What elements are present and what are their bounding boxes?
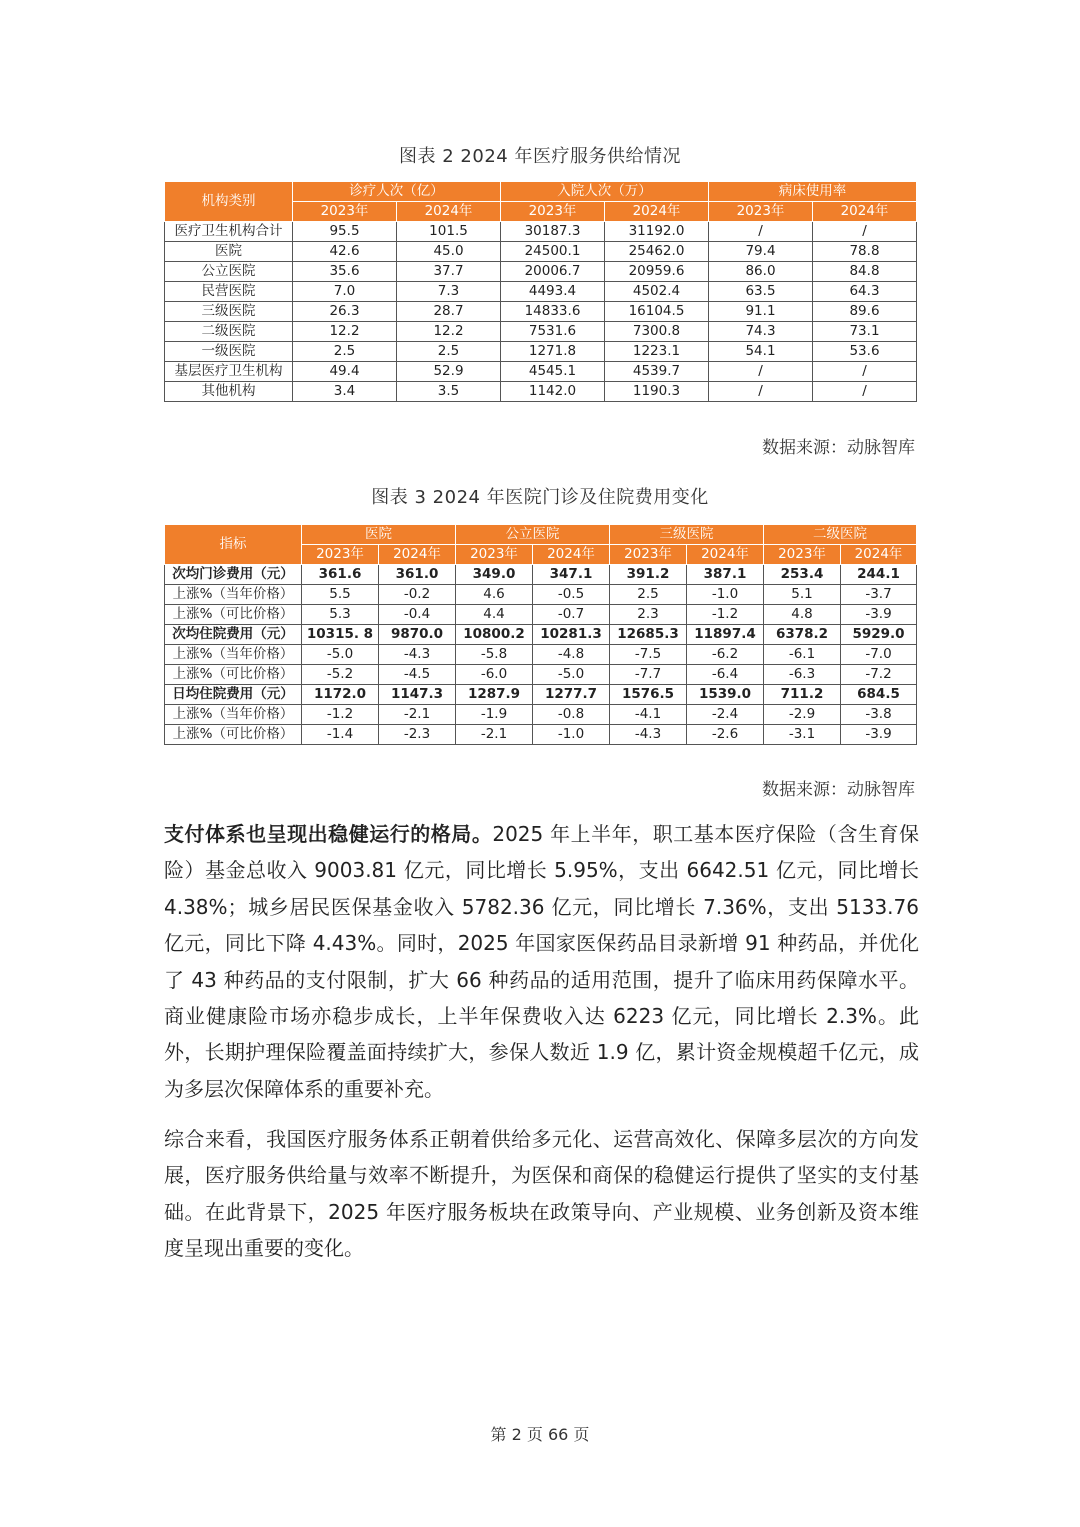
table-cell: 1142.0: [501, 382, 605, 402]
table-cell: -5.2: [302, 665, 379, 685]
table3-source: 数据来源：动脉智库: [762, 780, 915, 800]
table-cell: 73.1: [813, 322, 917, 342]
table-cell: -5.8: [456, 645, 533, 665]
table-cell: /: [709, 362, 813, 382]
table-cell: 10281.3: [533, 625, 610, 645]
header-year: 2024年: [397, 202, 501, 222]
table-row: [165, 645, 917, 665]
cost-table-body: [165, 565, 917, 745]
table-row: [165, 362, 917, 382]
header-year: 2024年: [533, 545, 610, 565]
table-cell: 24500.1: [501, 242, 605, 262]
table2-caption: 图表 2 2024 年医疗服务供给情况: [399, 146, 681, 167]
row-label: 上涨%（可比价格）: [165, 725, 302, 745]
header-indicator: 指标: [165, 525, 302, 565]
table-row: [165, 725, 917, 745]
table-cell: -3.9: [841, 605, 917, 625]
table-cell: 89.6: [813, 302, 917, 322]
row-label: 公立医院: [165, 262, 293, 282]
table-cell: -1.2: [302, 705, 379, 725]
table-cell: 74.3: [709, 322, 813, 342]
paragraph-payment-system: [164, 816, 919, 1107]
table-cell: 1223.1: [605, 342, 709, 362]
table-cell: -6.0: [456, 665, 533, 685]
table-cell: -2.9: [764, 705, 841, 725]
header-group: 二级医院: [764, 525, 917, 545]
table-cell: 4502.4: [605, 282, 709, 302]
table-cell: /: [813, 382, 917, 402]
header-year: 2023年: [610, 545, 687, 565]
table-cell: -2.3: [379, 725, 456, 745]
table-cell: 31192.0: [605, 222, 709, 242]
table-cell: 2.3: [610, 605, 687, 625]
table-cell: 91.1: [709, 302, 813, 322]
header-year: 2024年: [813, 202, 917, 222]
table-cell: -2.1: [379, 705, 456, 725]
table-cell: 3.4: [293, 382, 397, 402]
table-cell: /: [709, 382, 813, 402]
table-cell: 4493.4: [501, 282, 605, 302]
table-cell: -0.8: [533, 705, 610, 725]
table-cell: 4545.1: [501, 362, 605, 382]
table-cell: 16104.5: [605, 302, 709, 322]
paragraph-lead: 支付体系也呈现出稳健运行的格局。: [164, 822, 493, 846]
row-label: 医院: [165, 242, 293, 262]
table-cell: 12.2: [293, 322, 397, 342]
table-cell: 1576.5: [610, 685, 687, 705]
table-cell: 711.2: [764, 685, 841, 705]
table-cell: -6.3: [764, 665, 841, 685]
table-cell: -0.7: [533, 605, 610, 625]
table-cell: -3.8: [841, 705, 917, 725]
table-cell: 14833.6: [501, 302, 605, 322]
table-row: [165, 242, 917, 262]
table-cell: -7.0: [841, 645, 917, 665]
table-cell: 84.8: [813, 262, 917, 282]
header-year: 2024年: [605, 202, 709, 222]
table3-caption: 图表 3 2024 年医院门诊及住院费用变化: [371, 487, 709, 508]
header-year: 2023年: [709, 202, 813, 222]
paragraph-text: 2025 年上半年，职工基本医疗保险（含生育保险）基金总收入 9003.81 亿元，同比增长 5.95%，支出 6642.51 亿元，同比增长 4.38%；城乡居民医保基金收入 5782.36 亿元，同比增长 7.36%，支出 5133.76 亿元，同比下降 4.43%。同时，2025 年国家医保药品目录新增 91 种药品，并优化了 43 种药品的支付限制，扩大 66 种药品的适用范围，提升了临床用药保障水平。商业健康险市场亦稳步成长，上半年保费收入达 6223 亿元，同比增长 2.3%。此外，长期护理保险覆盖面持续扩大，参保人数近 1.9 亿，累计资金规模超千亿元，成为多层次保障体系的重要补充。: [164, 822, 920, 1101]
header-group: 公立医院: [456, 525, 610, 545]
table-cell: 63.5: [709, 282, 813, 302]
table-cell: -1.2: [687, 605, 764, 625]
table-cell: -7.2: [841, 665, 917, 685]
table-cell: 1172.0: [302, 685, 379, 705]
table-cell: 2.5: [293, 342, 397, 362]
header-group: 诊疗人次（亿）: [293, 182, 501, 202]
table-cell: 10315. 8: [302, 625, 379, 645]
table-cell: /: [813, 222, 917, 242]
table-cell: 53.6: [813, 342, 917, 362]
table-cell: 12.2: [397, 322, 501, 342]
table-cell: 95.5: [293, 222, 397, 242]
row-label: 次均住院费用（元）: [165, 625, 302, 645]
table-cell: -1.0: [533, 725, 610, 745]
row-label: 其他机构: [165, 382, 293, 402]
table-cell: 101.5: [397, 222, 501, 242]
table-cell: -6.1: [764, 645, 841, 665]
table-cell: 4.8: [764, 605, 841, 625]
table-cell: -2.4: [687, 705, 764, 725]
header-group: 医院: [302, 525, 456, 545]
table-cell: 35.6: [293, 262, 397, 282]
row-label: 基层医疗卫生机构: [165, 362, 293, 382]
table-cell: 10800.2: [456, 625, 533, 645]
table-cell: -4.3: [610, 725, 687, 745]
table-row: [165, 585, 917, 605]
table-cell: 4.4: [456, 605, 533, 625]
header-year: 2023年: [764, 545, 841, 565]
paragraph-summary: [164, 1121, 919, 1267]
row-label: 日均住院费用（元）: [165, 685, 302, 705]
table-cell: 28.7: [397, 302, 501, 322]
table-cell: -1.4: [302, 725, 379, 745]
table-cell: 49.4: [293, 362, 397, 382]
header-year: 2023年: [501, 202, 605, 222]
table-row: [165, 282, 917, 302]
table-cell: 1287.9: [456, 685, 533, 705]
table-row: [165, 302, 917, 322]
row-label: 次均门诊费用（元）: [165, 565, 302, 585]
table-cell: 391.2: [610, 565, 687, 585]
table-cell: /: [709, 222, 813, 242]
table-cell: 1539.0: [687, 685, 764, 705]
table-cell: 52.9: [397, 362, 501, 382]
table-cell: 5.3: [302, 605, 379, 625]
row-label: 上涨%（当年价格）: [165, 645, 302, 665]
table-cell: 1277.7: [533, 685, 610, 705]
header-year: 2023年: [456, 545, 533, 565]
table-cell: 684.5: [841, 685, 917, 705]
table-cell: 64.3: [813, 282, 917, 302]
table-cell: 11897.4: [687, 625, 764, 645]
table-row: [165, 665, 917, 685]
table-cell: -4.3: [379, 645, 456, 665]
row-label: 上涨%（可比价格）: [165, 605, 302, 625]
table-cell: -3.9: [841, 725, 917, 745]
table-cell: 30187.3: [501, 222, 605, 242]
table-cell: -2.6: [687, 725, 764, 745]
supply-table-body: [165, 222, 917, 402]
table-cell: 42.6: [293, 242, 397, 262]
table-cell: -3.7: [841, 585, 917, 605]
row-label: 三级医院: [165, 302, 293, 322]
table-cell: 79.4: [709, 242, 813, 262]
table-row: [165, 565, 917, 585]
table-cell: 3.5: [397, 382, 501, 402]
header-year: 2024年: [687, 545, 764, 565]
table-cell: 4539.7: [605, 362, 709, 382]
table-cell: 1147.3: [379, 685, 456, 705]
table-cell: -5.0: [533, 665, 610, 685]
row-label: 上涨%（当年价格）: [165, 585, 302, 605]
table-cell: 5.1: [764, 585, 841, 605]
table-cell: -4.8: [533, 645, 610, 665]
table-cell: 78.8: [813, 242, 917, 262]
table-row: [165, 222, 917, 242]
table-cell: 20959.6: [605, 262, 709, 282]
table-cell: 361.6: [302, 565, 379, 585]
table-cell: 244.1: [841, 565, 917, 585]
header-year: 2024年: [841, 545, 917, 565]
table-cell: 5.5: [302, 585, 379, 605]
table-cell: 45.0: [397, 242, 501, 262]
table-row: [165, 625, 917, 645]
table-cell: 7.3: [397, 282, 501, 302]
table-row: [165, 262, 917, 282]
table2-source: 数据来源：动脉智库: [762, 438, 915, 458]
table-cell: -0.5: [533, 585, 610, 605]
table-cell: 86.0: [709, 262, 813, 282]
header-group: 病床使用率: [709, 182, 917, 202]
table-cell: -4.5: [379, 665, 456, 685]
table-cell: 37.7: [397, 262, 501, 282]
table-row: [165, 605, 917, 625]
page-number: 第 2 页 66 页: [490, 1425, 590, 1444]
row-label: 医疗卫生机构合计: [165, 222, 293, 242]
table-row: [165, 322, 917, 342]
table-cell: -7.5: [610, 645, 687, 665]
table-cell: -6.4: [687, 665, 764, 685]
table-cell: 361.0: [379, 565, 456, 585]
table-cell: /: [813, 362, 917, 382]
row-label: 一级医院: [165, 342, 293, 362]
table-cell: -3.1: [764, 725, 841, 745]
table-cell: 7531.6: [501, 322, 605, 342]
table-row: [165, 705, 917, 725]
table-cell: -4.1: [610, 705, 687, 725]
table-cell: 25462.0: [605, 242, 709, 262]
table-cell: -7.7: [610, 665, 687, 685]
table-cell: 2.5: [610, 585, 687, 605]
header-group: 入院人次（万）: [501, 182, 709, 202]
table-cell: -0.4: [379, 605, 456, 625]
cost-table: [164, 524, 917, 745]
header-year: 2024年: [379, 545, 456, 565]
table-row: [165, 685, 917, 705]
table-row: [165, 382, 917, 402]
table-cell: 387.1: [687, 565, 764, 585]
table-cell: 12685.3: [610, 625, 687, 645]
header-group: 三级医院: [610, 525, 764, 545]
header-year: 2023年: [302, 545, 379, 565]
table-cell: 26.3: [293, 302, 397, 322]
table-cell: -6.2: [687, 645, 764, 665]
table-cell: -1.9: [456, 705, 533, 725]
header-year: 2023年: [293, 202, 397, 222]
table-cell: 5929.0: [841, 625, 917, 645]
table-row: [165, 342, 917, 362]
header-institution-type: 机构类别: [165, 182, 293, 222]
table-cell: 2.5: [397, 342, 501, 362]
table-cell: 347.1: [533, 565, 610, 585]
table-cell: -1.0: [687, 585, 764, 605]
table-cell: 4.6: [456, 585, 533, 605]
row-label: 上涨%（可比价格）: [165, 665, 302, 685]
table-cell: 9870.0: [379, 625, 456, 645]
row-label: 上涨%（当年价格）: [165, 705, 302, 725]
table-cell: 20006.7: [501, 262, 605, 282]
table-cell: -5.0: [302, 645, 379, 665]
table-cell: 253.4: [764, 565, 841, 585]
table-cell: 7.0: [293, 282, 397, 302]
table-cell: -0.2: [379, 585, 456, 605]
table-cell: -2.1: [456, 725, 533, 745]
table-cell: 1271.8: [501, 342, 605, 362]
table-cell: 349.0: [456, 565, 533, 585]
row-label: 二级医院: [165, 322, 293, 342]
table-cell: 6378.2: [764, 625, 841, 645]
paragraph-text: 综合来看，我国医疗服务体系正朝着供给多元化、运营高效化、保障多层次的方向发展，医疗服务供给量与效率不断提升，为医保和商保的稳健运行提供了坚实的支付基础。在此背景下，2025 年医疗服务板块在政策导向、产业规模、业务创新及资本维度呈现出重要的变化。: [164, 1127, 919, 1261]
table-cell: 7300.8: [605, 322, 709, 342]
table-cell: 54.1: [709, 342, 813, 362]
row-label: 民营医院: [165, 282, 293, 302]
table-cell: 1190.3: [605, 382, 709, 402]
supply-table: [164, 181, 917, 402]
